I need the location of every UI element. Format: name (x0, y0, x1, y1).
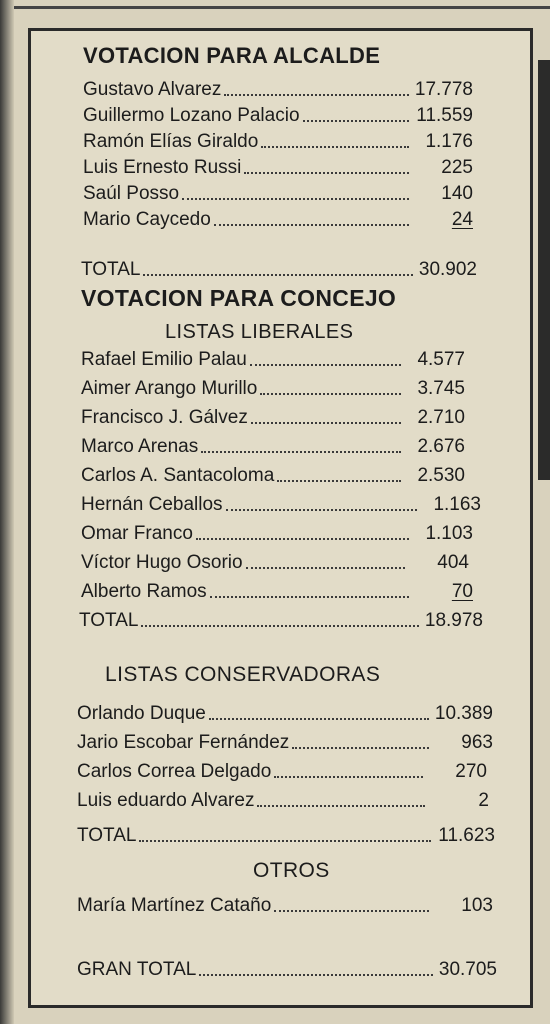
candidate-name: Omar Franco (81, 523, 193, 544)
alcalde-row (83, 179, 473, 205)
leader-dots (224, 94, 409, 96)
conservadoras-row (77, 728, 493, 754)
candidate-votes: 3.745 (417, 378, 465, 399)
candidate-name: Hernán Ceballos (81, 494, 223, 515)
candidate-votes: 140 (441, 183, 473, 204)
liberales-row (81, 345, 465, 371)
candidate-name: Carlos A. Santacoloma (81, 465, 275, 486)
candidate-name: Alberto Ramos (81, 581, 207, 602)
liberales-row (81, 577, 473, 603)
total-value: 11.623 (438, 825, 495, 846)
alcalde-heading: VOTACION PARA ALCALDE (83, 43, 381, 68)
otros-row (77, 891, 493, 917)
leader-dots (260, 393, 401, 395)
candidate-votes: 2 (478, 790, 489, 811)
liberales-row (81, 490, 481, 516)
leader-dots (257, 805, 425, 807)
leader-dots (141, 625, 419, 627)
candidate-votes: 404 (437, 552, 469, 573)
candidate-votes: 1.176 (425, 131, 473, 152)
alcalde-total-row (81, 255, 477, 281)
liberales-row (81, 432, 465, 458)
conservadoras-row (77, 786, 489, 812)
candidate-votes: 2.530 (417, 465, 465, 486)
total-label: TOTAL (81, 259, 141, 280)
leader-dots (292, 747, 429, 749)
candidate-votes: 70 (451, 581, 473, 602)
candidate-name: Saúl Posso (83, 183, 180, 204)
leader-dots (274, 910, 429, 912)
alcalde-row (83, 101, 473, 127)
candidate-votes: 10.389 (434, 703, 493, 724)
candidate-name: Francisco J. Gálvez (81, 407, 248, 428)
otros-heading: OTROS (253, 859, 330, 882)
candidate-name: Ramón Elías Giraldo (83, 131, 259, 152)
candidate-name: María Martínez Cataño (77, 895, 272, 916)
total-label: TOTAL (77, 825, 137, 846)
gran-total-value: 30.705 (438, 959, 497, 980)
candidate-votes: 11.559 (416, 105, 473, 126)
leader-dots (226, 509, 417, 511)
liberales-row (81, 548, 469, 574)
candidate-votes: 1.163 (433, 494, 481, 515)
leader-dots (214, 224, 409, 226)
leader-dots (250, 364, 401, 366)
conservadoras-row (77, 757, 487, 783)
candidate-votes: 2.676 (417, 436, 465, 457)
conservadoras-heading: LISTAS CONSERVADORAS (105, 663, 381, 686)
leader-dots (303, 120, 409, 122)
gran-total-row (77, 955, 497, 981)
total-label: TOTAL (79, 610, 139, 631)
leader-dots (244, 172, 409, 174)
leader-dots (201, 451, 401, 453)
leader-dots (182, 198, 409, 200)
concejo-heading: VOTACION PARA CONCEJO (81, 285, 397, 311)
leader-dots (210, 596, 409, 598)
leader-dots (274, 776, 423, 778)
leader-dots (139, 840, 431, 842)
candidate-name: Guillermo Lozano Palacio (83, 105, 300, 126)
leader-dots (261, 146, 409, 148)
leader-dots (251, 422, 401, 424)
leader-dots (199, 974, 433, 976)
top-rule (0, 6, 550, 9)
candidate-name: Gustavo Alvarez (83, 79, 222, 100)
candidate-name: Rafael Emilio Palau (81, 349, 247, 370)
leader-dots (246, 567, 405, 569)
alcalde-row (83, 127, 473, 153)
candidate-name: Mario Caycedo (83, 209, 211, 230)
candidate-votes: 1.103 (425, 523, 473, 544)
candidate-votes: 4.577 (417, 349, 465, 370)
candidate-name: Luis Ernesto Russi (83, 157, 242, 178)
liberales-heading: LISTAS LIBERALES (165, 321, 354, 343)
leader-dots (277, 480, 401, 482)
alcalde-row (83, 153, 473, 179)
leader-dots (209, 718, 429, 720)
candidate-name: Luis eduardo Alvarez (77, 790, 255, 811)
liberales-row (81, 519, 473, 545)
candidate-votes: 103 (461, 895, 493, 916)
candidate-name: Aimer Arango Murillo (81, 378, 258, 399)
leader-dots (143, 274, 413, 276)
total-value: 18.978 (424, 610, 483, 631)
liberales-row (81, 374, 465, 400)
candidate-votes: 17.778 (414, 79, 473, 100)
alcalde-row (83, 205, 473, 231)
alcalde-row (83, 75, 473, 101)
liberales-total-row (79, 606, 483, 632)
candidate-name: Jario Escobar Fernández (77, 732, 290, 753)
gran-total-label: GRAN TOTAL (77, 959, 197, 980)
candidate-name: Carlos Correa Delgado (77, 761, 272, 782)
conservadoras-row (77, 699, 493, 725)
total-value: 30.902 (418, 259, 477, 280)
background-edge-right (538, 60, 550, 480)
candidate-votes: 24 (451, 209, 473, 230)
candidate-votes: 963 (461, 732, 493, 753)
liberales-row (81, 461, 465, 487)
newspaper-clipping (28, 28, 533, 1008)
liberales-row (81, 403, 465, 429)
conservadoras-total-row (77, 821, 495, 847)
leader-dots (196, 538, 409, 540)
candidate-name: Víctor Hugo Osorio (81, 552, 243, 573)
candidate-name: Orlando Duque (77, 703, 206, 724)
candidate-votes: 225 (441, 157, 473, 178)
background-edge-left (0, 0, 14, 1024)
candidate-votes: 2.710 (417, 407, 465, 428)
candidate-name: Marco Arenas (81, 436, 199, 457)
candidate-votes: 270 (455, 761, 487, 782)
